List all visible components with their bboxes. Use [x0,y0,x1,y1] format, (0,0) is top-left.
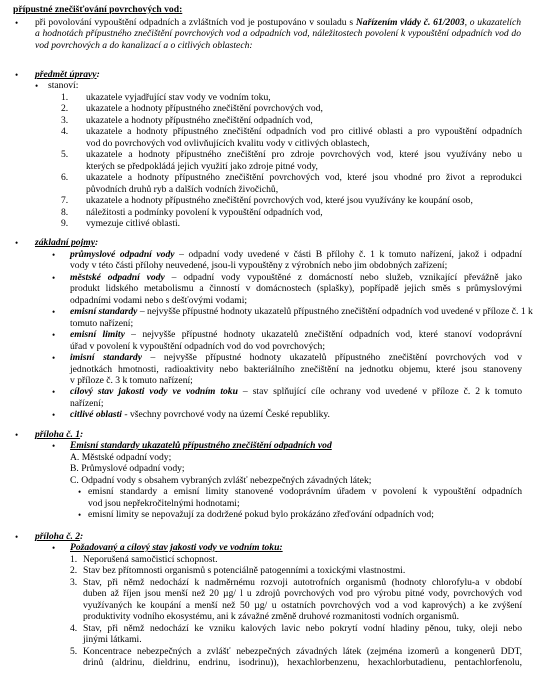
term-text: – odpadní vody vypouštěné z domácností nebo služeb, vznikající převážně jako [164,271,522,283]
term-text: v příloze č. 3 k tomuto nařízení; [70,374,193,386]
annex-letter-item: A. Městské odpadní vody; [70,452,172,463]
annex-bullet-line: emisní limity se nepovažují za dodržené pokud bylo prokázáno zřeďování odpadních vod; [88,509,434,521]
term-text: nařízení; [70,397,104,409]
list-number: 5. [70,645,78,657]
bullet-marker: • [52,330,56,341]
list-item-line: duben až říjen jsou menší než 20 µg/ l u zdrojů povrchových vod pro výrobu pitné vody, povrchových vod [83,588,522,600]
bullet-marker: • [52,441,56,451]
term-name: městské odpadní vody [70,271,165,283]
list-number: 2. [61,103,69,115]
list-number: 2. [70,565,78,577]
section-pojmy-heading: základní pojmy: [35,237,99,248]
term-definition-line [70,398,522,409]
term-name: emisní limity [70,329,125,341]
list-number: 6. [61,172,69,184]
term-text: odpadními vodami nebo s dešťovými vodami; [70,294,248,306]
list-item-line: produktivity vodního ekosystému, ani k závažné změně druhové rozmanitosti vodních organismů. [83,611,460,623]
list-item-line: drinů (aldrinu, dieldrinu, endrinu, isodrinu)), hexachlorbenzenu, hexachlorbutadienu, pentachlorfenolu, [83,657,522,669]
annex-bullet-line: emisní standardy a emisní limity stanovené vodoprávním úřadem v povolení k vypouštění odpadních [88,486,522,498]
priloha2-subtitle: Požadovaný a cílový stav jakosti vody ve vodním toku: [70,542,283,553]
term-definition-line [70,295,522,306]
term-definition-line [70,386,522,397]
term-text: – stav splňující cíle ochrany vod uvedené v příloze č. 2 k tomuto [237,386,522,398]
term-definition-line [70,272,522,283]
bullet-marker: • [52,410,56,421]
list-number: 9. [61,217,69,229]
annex-letter-item: B. Průmyslové odpadní vody; [70,463,185,475]
list-number: 4. [61,126,69,138]
term-name: průmyslové odpadní vody [70,249,175,260]
annex-bullet-line: vod jsou nepřekročitelnými hodnotami; [88,497,240,509]
term-text: – nejvyšše přípustné hodnoty ukazatelů přípustného znečištění povrchových vod v [141,352,523,364]
term-definition-line [70,375,522,386]
term-definition-line [70,341,522,352]
list-item-line: Neporušená samočisticí schopnost. [83,554,218,565]
bullet-marker: • [35,81,39,91]
list-item-line: Stav bez přítomnosti organismů s potenciálně patogenními a toxickými vlastnostmi. [83,565,406,577]
stanovi-label: stanoví: [48,80,79,91]
list-item-line: ukazatele vyjadřující stav vody ve vodním toku, [86,92,271,103]
term-name: citlivé oblasti [70,409,122,421]
list-item-line: ukazatele a hodnoty přípustného znečištění odpadních vod pro citlivé oblasti a pro vypouštění odpadních [86,126,522,138]
term-definition-line [70,352,522,363]
term-name: emisní standardy [70,306,138,318]
list-item-line: ukazatele a hodnoty přípustného znečištění odpadních vod, [86,114,313,126]
bullet-marker: • [15,70,19,80]
list-item-line: původních druhů ryb a dalších vodních živočichů, [86,183,279,195]
term-definition-line [70,249,522,260]
section-priloha1-heading: příloha č. 1: [35,429,84,440]
term-definition-line [70,318,522,329]
bullet-marker: • [15,18,19,28]
list-number: 1. [70,554,78,565]
page-title: přípustné znečišťování povrchových vod: [13,4,183,15]
term-name: cílový stav jakosti vody ve vodním toku [70,386,238,398]
bullet-marker: • [78,487,82,498]
list-item-line: Stav, při němž nedochází ke vzniku kalových lavic nebo pokrytí vodní hladiny pěnou, tuky, oleji nebo [83,622,522,634]
annex-letter-item: C. Odpadní vody s obsahem vybraných zvlášť nebezpečných závadných látek; [70,474,372,486]
term-definition-line [70,306,533,318]
list-item-line: kterých se předpokládá jejich využití jako zdroje pitné vody, [86,160,318,172]
list-number: 8. [61,206,69,218]
list-item-line: ukazatele a hodnoty přípustného znečištění povrchových vod, [86,103,323,115]
term-definition-line [70,329,522,340]
term-text: – odpadní vody uvedené v části B přílohy č. 1 k tomuto nařízení, jakož i odpadní [174,249,522,260]
list-item-line: ukazatele a hodnoty přípustného znečištění pro zdroje povrchových vod, které jsou využívány nebo u [86,149,522,161]
term-text: tomuto nařízení; [70,317,134,329]
bullet-marker: • [52,272,56,283]
bullet-marker: • [52,250,56,260]
term-text: úřad v povolení k vypouštění odpadních vod do vod povrchových; [70,340,325,352]
section-priloha2-heading: příloha č. 2: [35,531,84,542]
term-definition-line [70,364,522,375]
bullet-marker: • [52,307,56,318]
term-text: produkt lidského metabolismu a činností v domácnostech (splašky), popřípadě jejich směs s průmyslovými [70,283,522,295]
list-number: 3. [70,576,78,588]
list-item-line: využívaných ke koupání a menší než 50 µg/ u ostatních povrchových vod a vod kaprových) a ke zvýšení [83,599,522,611]
section-predmet-heading: předmět úpravy: [35,69,100,80]
term-text: – nejvyšše přípustné hodnoty ukazatelů přípustného znečištění odpadních vod uvedené v příloze č. 1 k [137,306,533,318]
list-item-line: jinými látkami. [83,634,142,646]
list-number: 1. [61,92,69,103]
term-text: jednotkách hmotnosti, radioaktivity nebo bakteriálního znečištění na jednotku objemu, které jsou stanoveny [70,363,522,375]
term-definition-line [70,260,522,271]
list-item-line: vymezuje citlivé oblasti. [86,217,181,229]
term-text: vody v této části přílohy neuvedené, jsou-li vypouštěny z výrobních nebo jim obdobných zařízení; [70,260,448,272]
bullet-marker: • [15,430,19,440]
bullet-marker: • [52,353,56,364]
list-number: 7. [61,195,69,207]
bullet-marker: • [52,387,56,398]
list-item-line: Koncentrace nebezpečných a zvlášť nebezpečných závadných látek (zejména izomerů a kongenerů DDT, [83,645,522,657]
list-number: 5. [61,149,69,161]
bullet-marker: • [15,238,19,248]
bullet-marker: • [15,532,19,542]
list-item-line: ukazatele a hodnoty přípustného znečištění povrchových vod, které jsou využívány ke koupání osob, [86,195,473,207]
list-number: 3. [61,114,69,126]
term-definition-line [70,283,522,294]
list-number: 4. [70,622,78,634]
intro-paragraph: při povolování vypouštění odpadních a zvláštních vod je postupováno v souladu s Nařízením vlády č. 61/2003, o ukazatelích a hodnotách přípustného znečištění povrchových vod a odpadních vod, náležitostech povolení k vypouštění odpadních vod do vod povrchových a do kanalizací a o citlivých oblastech: [35,17,521,51]
list-item-line: náležitosti a podmínky povolení k vypouštění odpadních vod, [86,206,323,218]
term-text: - všechny povrchové vody na území České republiky. [121,409,330,421]
priloha1-subtitle: Emisní standardy ukazatelů přípustného znečištění odpadních vod [70,440,332,451]
list-item-line: ukazatele a hodnoty přípustného znečištění povrchových vod, které jsou vhodné pro život a reprodukci [86,172,522,184]
term-text: – nejvyšše přípustné hodnoty ukazatelů znečištění odpadních vod, které stanoví vodoprávní [124,329,522,341]
term-definition-line [70,409,522,420]
law-reference: Nařízením vlády č. 61/2003 [355,17,465,28]
list-item-line: Stav, při němž nedochází k nadměrnému rozvoji autotrofních organismů (hodnoty chlorofylu-a v období [83,576,522,588]
list-item-line: vod do povrchových vod ovlivňujících kvalitu vody v citlivých oblastech, [86,137,370,149]
bullet-marker: • [52,543,56,553]
bullet-marker: • [78,510,82,521]
term-name: imisní standardy [70,352,142,364]
